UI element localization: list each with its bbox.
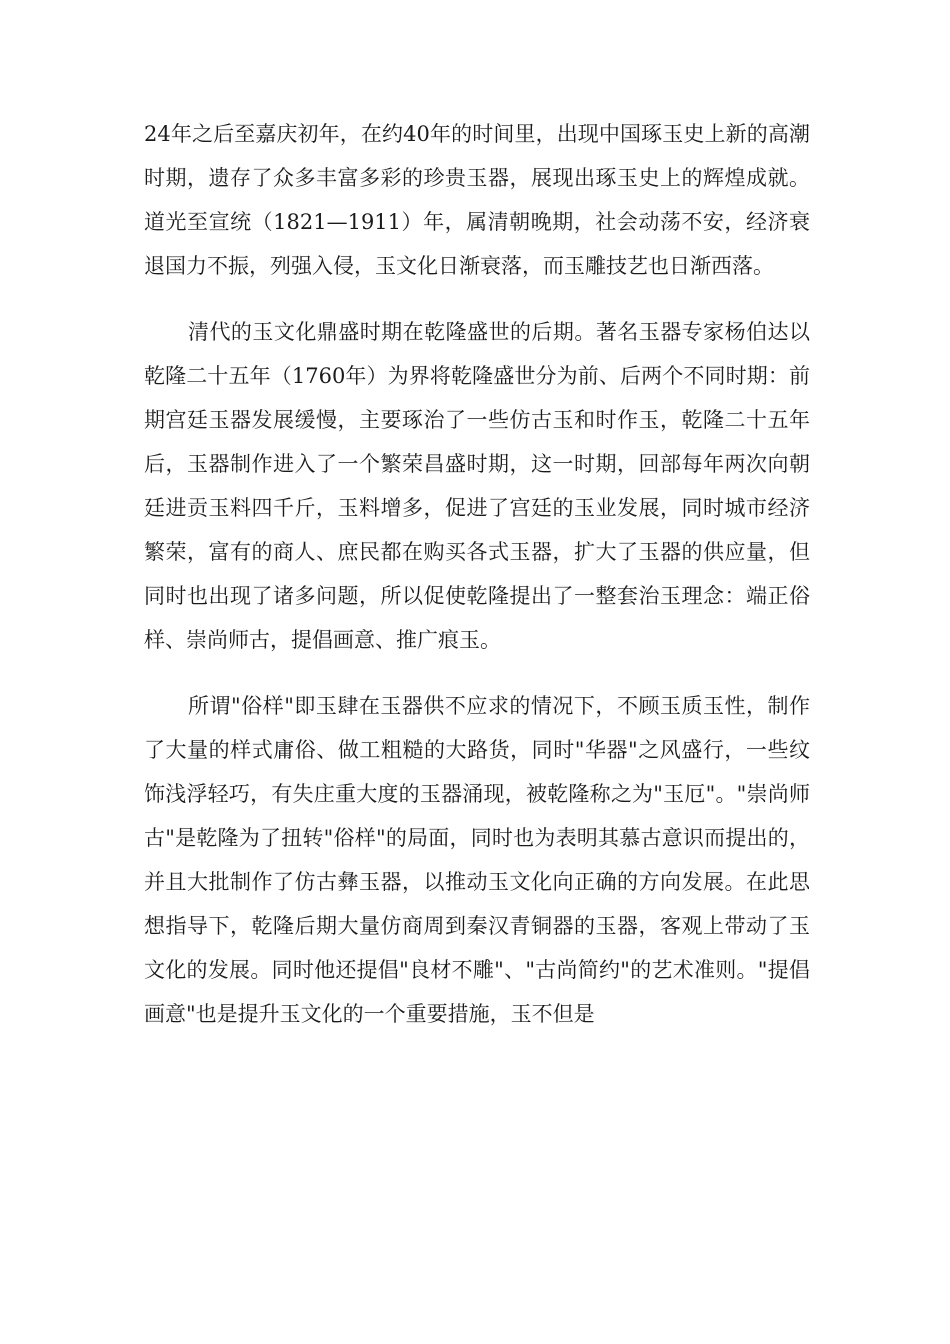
document-body xyxy=(144,112,810,1036)
paragraph-3: 所谓"俗样"即玉肆在玉器供不应求的情况下，不顾玉质玉性，制作了大量的样式庸俗、做工粗糙的大路货，同时"华器"之风盛行，一些纹饰浅浮轻巧，有失庄重大度的玉器涌现，被乾隆称之为"玉厄"。"崇尚师古"是乾隆为了扭转"俗样"的局面，同时也为表明其慕古意识而提出的，并且大批制作了仿古彝玉器，以推动玉文化向正确的方向发展。在此思想指导下，乾隆后期大量仿商周到秦汉青铜器的玉器，客观上带动了玉文化的发展。同时他还提倡"良材不雕"、"古尚简约"的艺术准则。"提倡画意"也是提升玉文化的一个重要措施，玉不但是 xyxy=(144,694,810,1026)
paragraph-1: 24年之后至嘉庆初年，在约40年的时间里，出现中国琢玉史上新的高潮时期，遗存了众多丰富多彩的珍贵玉器，展现出琢玉史上的辉煌成就。道光至宣统（1821—1911）年，属清朝晚期，社会动荡不安，经济衰退国力不振，列强入侵，玉文化日渐衰落，而玉雕技艺也日渐西落。 xyxy=(144,122,810,278)
paragraph-2: 清代的玉文化鼎盛时期在乾隆盛世的后期。著名玉器专家杨伯达以乾隆二十五年（1760年）为界将乾隆盛世分为前、后两个不同时期：前期宫廷玉器发展缓慢，主要琢治了一些仿古玉和时作玉，乾隆二十五年后，玉器制作进入了一个繁荣昌盛时期，这一时期，回部每年两次向朝廷进贡玉料四千斤，玉料增多，促进了宫廷的玉业发展，同时城市经济繁荣，富有的商人、庶民都在购买各式玉器，扩大了玉器的供应量，但同时也出现了诸多问题，所以促使乾隆提出了一整套治玉理念：端正俗样、崇尚师古，提倡画意、推广痕玉。 xyxy=(144,320,810,652)
